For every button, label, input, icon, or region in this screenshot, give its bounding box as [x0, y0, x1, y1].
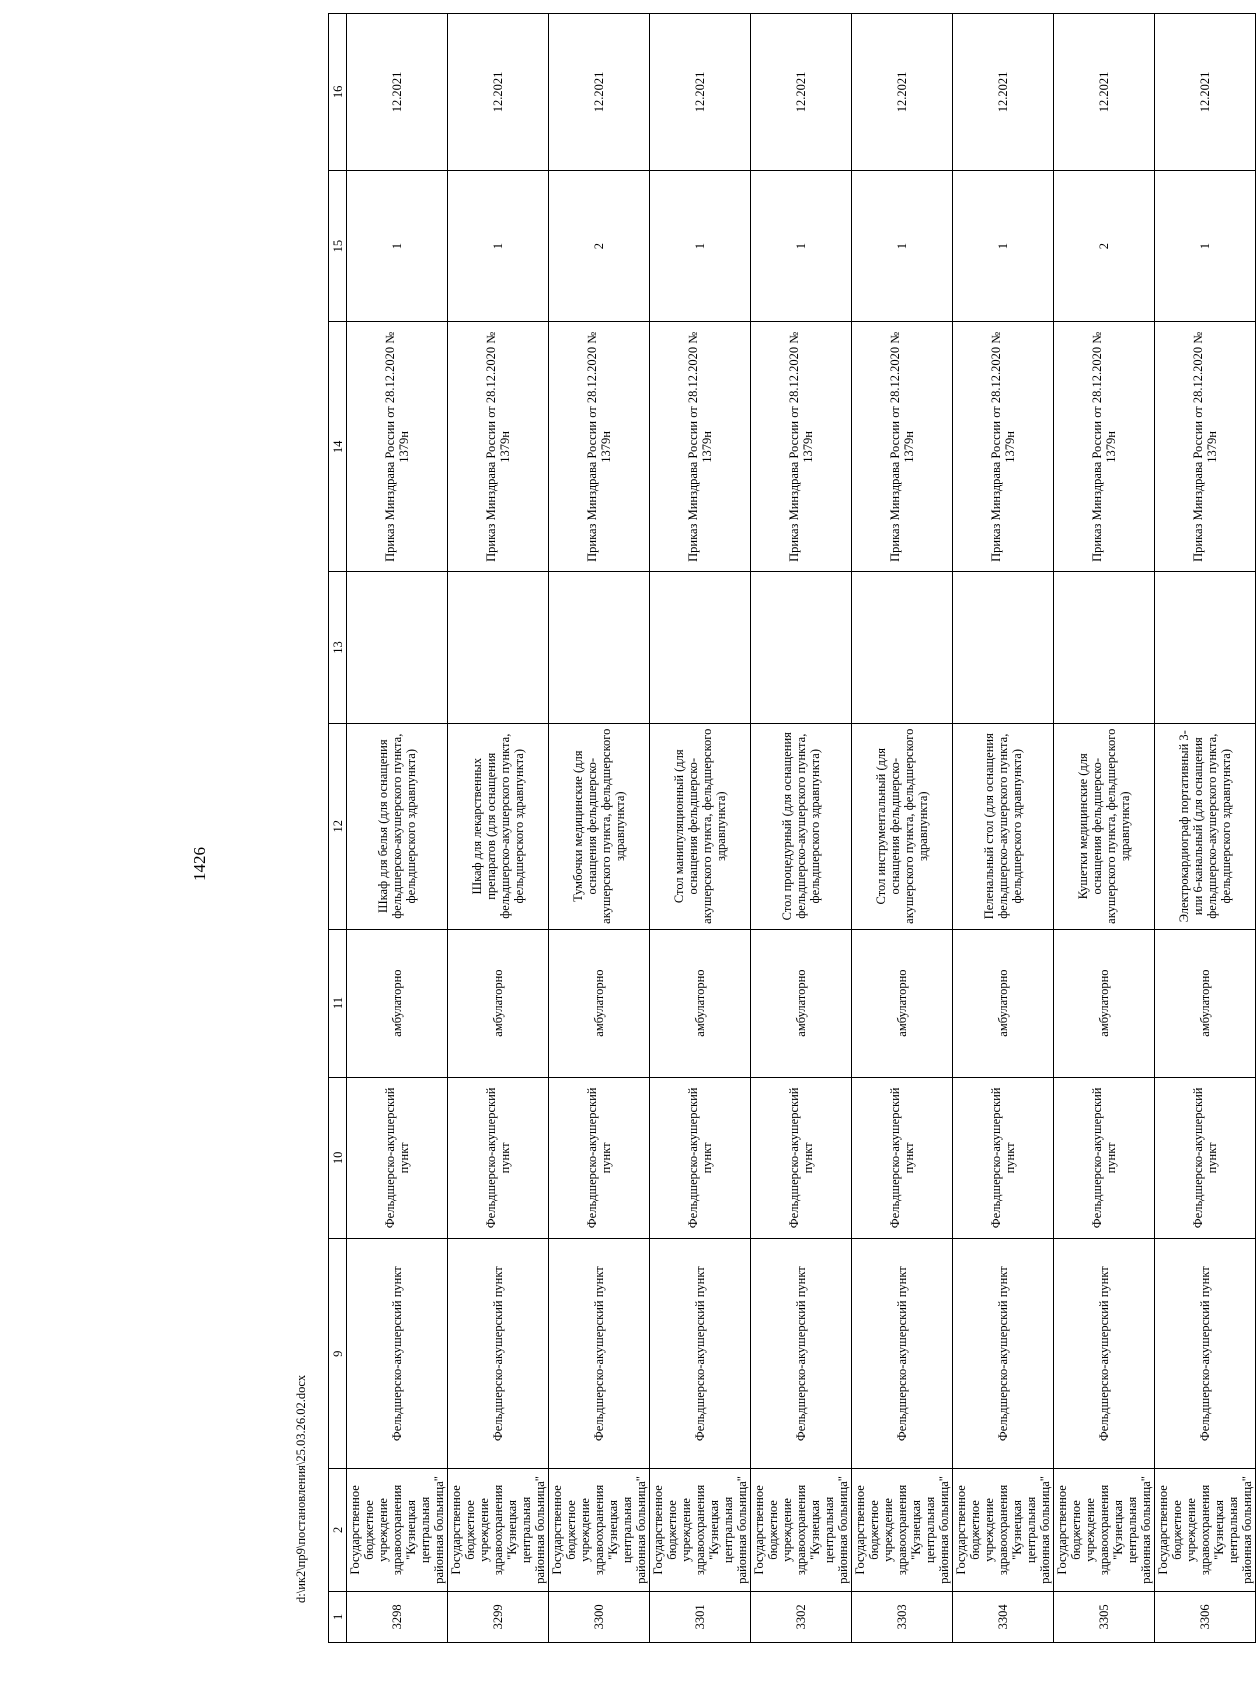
table-cell: Фельдшерско-акушерский пункт: [852, 1239, 953, 1469]
table-cell: амбулаторно: [1054, 929, 1155, 1077]
table-cell: Фельдшерско-акушерский пункт: [549, 1077, 650, 1239]
column-header: 2: [329, 1469, 347, 1591]
table-cell: Электрокардиограф портативный 3- или 6-канальный (для оснащения фельдшерско-акушерского пункта, фельдшерского здравпункта): [1155, 723, 1256, 929]
table-body: [347, 14, 1256, 1643]
table-cell: 12.2021: [347, 14, 448, 171]
page-number: 1426: [190, 847, 209, 881]
table-cell: Фельдшерско-акушерский пункт: [751, 1239, 852, 1469]
table-cell: 1: [650, 170, 751, 322]
table-cell: [650, 572, 751, 724]
table-cell: Государственное бюджетное учреждение здравоохранения "Кузнецкая центральная районная больница": [650, 1469, 751, 1591]
table-cell: Стол манипуляционный (для оснащения фельдшерско-акушерского пункта, фельдшерского здравпункта): [650, 723, 751, 929]
table-cell: 12.2021: [448, 14, 549, 171]
table-cell: 3300: [549, 1591, 650, 1642]
table-cell: Кушетки медицинские (для оснащения фельдшерско-акушерского пункта, фельдшерского здравпункта): [1054, 723, 1155, 929]
table-cell: Приказ Минздрава России от 28.12.2020 № 1379н: [751, 322, 852, 572]
column-header: 11: [329, 929, 347, 1077]
table-cell: Государственное бюджетное учреждение здравоохранения "Кузнецкая центральная районная больница": [448, 1469, 549, 1591]
column-header: 10: [329, 1077, 347, 1239]
table-cell: Фельдшерско-акушерский пункт: [953, 1077, 1054, 1239]
table-cell: 3301: [650, 1591, 751, 1642]
table-cell: 12.2021: [852, 14, 953, 171]
table-row: [1054, 14, 1155, 1643]
table-cell: 1: [1155, 170, 1256, 322]
table-cell: Фельдшерско-акушерский пункт: [650, 1239, 751, 1469]
table-cell: Приказ Минздрава России от 28.12.2020 № 1379н: [953, 322, 1054, 572]
table-cell: Фельдшерско-акушерский пункт: [448, 1239, 549, 1469]
table-cell: 2: [1054, 170, 1155, 322]
table-cell: Фельдшерско-акушерский пункт: [1155, 1077, 1256, 1239]
table-cell: 3306: [1155, 1591, 1256, 1642]
table-cell: [549, 572, 650, 724]
table-cell: [852, 572, 953, 724]
table-cell: амбулаторно: [448, 929, 549, 1077]
table-cell: 12.2021: [1155, 14, 1256, 171]
table-cell: Тумбочки медицинские (для оснащения фельдшерско-акушерского пункта, фельдшерского здравпункта): [549, 723, 650, 929]
table-cell: Фельдшерско-акушерский пункт: [1155, 1239, 1256, 1469]
table-cell: Фельдшерско-акушерский пункт: [1054, 1077, 1155, 1239]
table-row: [448, 14, 549, 1643]
table-cell: Государственное бюджетное учреждение здравоохранения "Кузнецкая центральная районная больница": [1054, 1469, 1155, 1591]
table-cell: Стол инструментальный (для оснащения фельдшерско-акушерского пункта, фельдшерского здравпункта): [852, 723, 953, 929]
table-cell: [448, 572, 549, 724]
table-cell: Фельдшерско-акушерский пункт: [347, 1077, 448, 1239]
table-cell: Фельдшерско-акушерский пункт: [953, 1239, 1054, 1469]
table-cell: Приказ Минздрава России от 28.12.2020 № 1379н: [549, 322, 650, 572]
table-cell: Фельдшерско-акушерский пункт: [549, 1239, 650, 1469]
table-cell: 12.2021: [1054, 14, 1155, 171]
table-cell: 3299: [448, 1591, 549, 1642]
column-header: 15: [329, 170, 347, 322]
table-cell: 3305: [1054, 1591, 1155, 1642]
table-cell: Стол процедурный (для оснащения фельдшерско-акушерского пункта, фельдшерского здравпункта): [751, 723, 852, 929]
table-cell: амбулаторно: [751, 929, 852, 1077]
table-cell: [1054, 572, 1155, 724]
table-cell: 3302: [751, 1591, 852, 1642]
table-cell: Фельдшерско-акушерский пункт: [852, 1077, 953, 1239]
table-cell: Пеленальный стол (для оснащения фельдшерско-акушерского пункта, фельдшерского здравпункта): [953, 723, 1054, 929]
table-cell: Фельдшерско-акушерский пункт: [347, 1239, 448, 1469]
table-cell: амбулаторно: [953, 929, 1054, 1077]
table-cell: 1: [852, 170, 953, 322]
table-header-row: [329, 14, 347, 1643]
column-header: 12: [329, 723, 347, 929]
table-cell: Фельдшерско-акушерский пункт: [1054, 1239, 1155, 1469]
table-cell: Государственное бюджетное учреждение здравоохранения "Кузнецкая центральная районная больница": [751, 1469, 852, 1591]
column-header: 14: [329, 322, 347, 572]
table-cell: 1: [953, 170, 1054, 322]
table-row: [953, 14, 1054, 1643]
table-cell: амбулаторно: [852, 929, 953, 1077]
table-row: [1155, 14, 1256, 1643]
table-cell: Государственное бюджетное учреждение здравоохранения "Кузнецкая центральная районная больница": [852, 1469, 953, 1591]
data-table: [328, 13, 1256, 1643]
table-cell: 12.2021: [549, 14, 650, 171]
table-cell: 3304: [953, 1591, 1054, 1642]
table-cell: 12.2021: [953, 14, 1054, 171]
column-header: 16: [329, 14, 347, 171]
table-cell: 3303: [852, 1591, 953, 1642]
table-cell: 1: [751, 170, 852, 322]
table-cell: 1: [448, 170, 549, 322]
table-cell: Шкаф для белья (для оснащения фельдшерско-акушерского пункта, фельдшерского здравпункта): [347, 723, 448, 929]
table-cell: Приказ Минздрава России от 28.12.2020 № 1379н: [1054, 322, 1155, 572]
table-cell: Приказ Минздрава России от 28.12.2020 № 1379н: [347, 322, 448, 572]
table-cell: 12.2021: [650, 14, 751, 171]
table-cell: Государственное бюджетное учреждение здравоохранения "Кузнецкая центральная районная больница": [1155, 1469, 1256, 1591]
table-cell: амбулаторно: [347, 929, 448, 1077]
table-cell: амбулаторно: [549, 929, 650, 1077]
table-row: [852, 14, 953, 1643]
table-cell: Государственное бюджетное учреждение здравоохранения "Кузнецкая центральная районная больница": [953, 1469, 1054, 1591]
table-cell: Фельдшерско-акушерский пункт: [650, 1077, 751, 1239]
table-cell: Приказ Минздрава России от 28.12.2020 № 1379н: [448, 322, 549, 572]
table-cell: Фельдшерско-акушерский пункт: [448, 1077, 549, 1239]
table-cell: Приказ Минздрава России от 28.12.2020 № 1379н: [852, 322, 953, 572]
table-cell: [1155, 572, 1256, 724]
table-row: [751, 14, 852, 1643]
table-cell: Государственное бюджетное учреждение здравоохранения "Кузнецкая центральная районная больница": [347, 1469, 448, 1591]
table-cell: Фельдшерско-акушерский пункт: [751, 1077, 852, 1239]
table-cell: 1: [347, 170, 448, 322]
table-cell: 3298: [347, 1591, 448, 1642]
table-cell: [751, 572, 852, 724]
column-header: 13: [329, 572, 347, 724]
table-cell: [953, 572, 1054, 724]
rotated-page: [185, 49, 1254, 1679]
table-cell: Приказ Минздрава России от 28.12.2020 № 1379н: [650, 322, 751, 572]
column-header: 1: [329, 1591, 347, 1642]
table-cell: Приказ Минздрава России от 28.12.2020 № 1379н: [1155, 322, 1256, 572]
table-row: [650, 14, 751, 1643]
table-cell: амбулаторно: [650, 929, 751, 1077]
file-path-footer: d:\ик2\пр9\постановления\25.03.26.02.docx: [294, 1374, 308, 1603]
table-cell: 12.2021: [751, 14, 852, 171]
column-header: 9: [329, 1239, 347, 1469]
table-cell: амбулаторно: [1155, 929, 1256, 1077]
table-row: [347, 14, 448, 1643]
table-cell: Государственное бюджетное учреждение здравоохранения "Кузнецкая центральная районная больница": [549, 1469, 650, 1591]
table-cell: 2: [549, 170, 650, 322]
table-cell: [347, 572, 448, 724]
table-cell: Шкаф для лекарственных препаратов (для оснащения фельдшерско-акушерского пункта, фельдшерского здравпункта): [448, 723, 549, 929]
table-row: [549, 14, 650, 1643]
